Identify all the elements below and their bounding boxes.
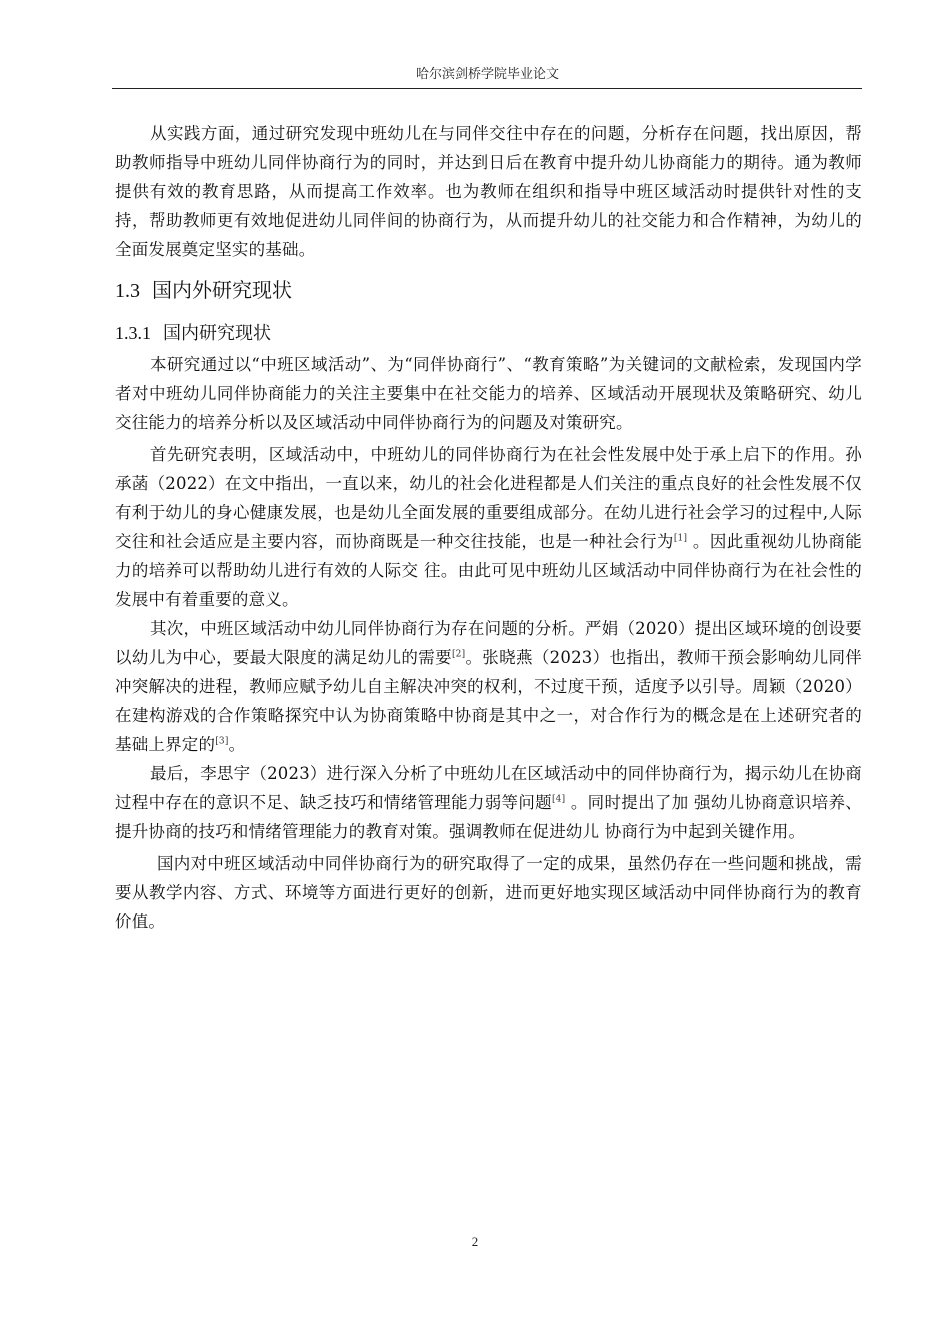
section-title: 国内外研究现状 xyxy=(152,278,292,302)
subsection-number: 1.3.1 xyxy=(115,323,151,343)
paragraph-first xyxy=(115,440,862,614)
paragraph-practice: 从实践方面，通过研究发现中班幼儿在与同伴交往中存在的问题，分析存在问题，找出原因，帮助教师指导中班幼儿同伴协商行为的同时，并达到日后在教育中提升幼儿协商能力的期待。通为教师提供有效的教育思路，从而提高工作效率。也为教师在组织和指导中班区域活动时提供针对性的支持，帮助教师更有效地促进幼儿同伴间的协商行为，从而提升幼儿的社交能力和合作精神，为幼儿的全面发展奠定坚实的基础。 xyxy=(115,124,862,259)
subsection-heading-1-3-1 xyxy=(115,317,862,350)
paragraph-text: 。 xyxy=(228,735,246,754)
paragraph-text: 。张晓燕（2023）也指出，教师干预会影响幼儿同伴冲突解决的进程，教师应赋予幼儿自主解决冲突的权利，不过度干预，适度予以引导。周颖（2020）在建构游戏的合作策略探究中认为协商策略中协商是其中之一，对合作行为的概念是在上述研究者的基础上界定的 xyxy=(115,648,863,754)
header-rule xyxy=(112,88,862,89)
paragraph-text: 最后，李思宇（2023）进行深入分析了中班幼儿在区域活动中的同伴协商行为，揭示幼儿在协商过程中存在的意识不足、缺乏技巧和情绪管理能力弱等问题 xyxy=(115,764,862,812)
citation-3: [3] xyxy=(215,736,229,747)
paragraph-second xyxy=(115,614,862,759)
page-number: 2 xyxy=(471,1234,479,1249)
paragraph-summary: 国内对中班区域活动中同伴协商行为的研究取得了一定的成果，虽然仍存在一些问题和挑战，需要从教学内容、方式、环境等方面进行更好的创新，进而更好地实现区域活动中同伴协商行为的教育价值。 xyxy=(115,854,862,931)
paragraph-text: 其次，中班区域活动中幼儿同伴协商行为存在问题的分析。严娟（2020）提出区域环境的创设要以幼儿为中心，要最大限度的满足幼儿的需要 xyxy=(115,619,862,667)
running-header: 哈尔滨剑桥学院毕业论文 xyxy=(415,67,559,82)
citation-2: [2] xyxy=(451,649,466,660)
citation-1: [1] xyxy=(673,533,688,544)
section-heading-1-3 xyxy=(115,273,862,308)
paragraph-intro: 本研究通过以“中班区域活动”、为“同伴协商行”、“教育策略”为关键词的文献检索，发现国内学者对中班幼儿同伴协商能力的关注主要集中在社交能力的培养、区域活动开展现状及策略研究、幼儿交往能力的培养分析以及区域活动中同伴协商行为的问题及对策研究。 xyxy=(115,355,862,432)
paragraph-text: 。因此重视幼儿协商能力的培养可以帮助幼儿进行有效的人际交 往。由此可见中班幼儿区域活动中同伴协商行为在社会性的发展中有着重要的意义。 xyxy=(115,532,862,609)
section-number: 1.3 xyxy=(115,280,140,302)
paragraph-last xyxy=(115,759,862,846)
citation-4: [4] xyxy=(551,794,566,805)
paragraph-text: 。同时提出了加 强幼儿协商意识培养、提升协商的技巧和情绪管理能力的教育对策。强调教师在促进幼儿 协商行为中起到关键作用。 xyxy=(115,793,863,841)
page-body xyxy=(115,119,862,936)
subsection-title: 国内研究现状 xyxy=(163,323,271,344)
paragraph-text: 首先研究表明，区域活动中，中班幼儿的同伴协商行为在社会性发展中处于承上启下的作用。孙承菡（2022）在文中指出，一直以来，幼儿的社会化进程都是人们关注的重点良好的社会性发展不仅有利于幼儿的身心健康发展，也是幼儿全面发展的重要组成部分。在幼儿进行社会学习的过程中,人际交往和社会适应是主要内容，而协商既是一种交往技能，也是一种社会行为 xyxy=(115,445,862,551)
